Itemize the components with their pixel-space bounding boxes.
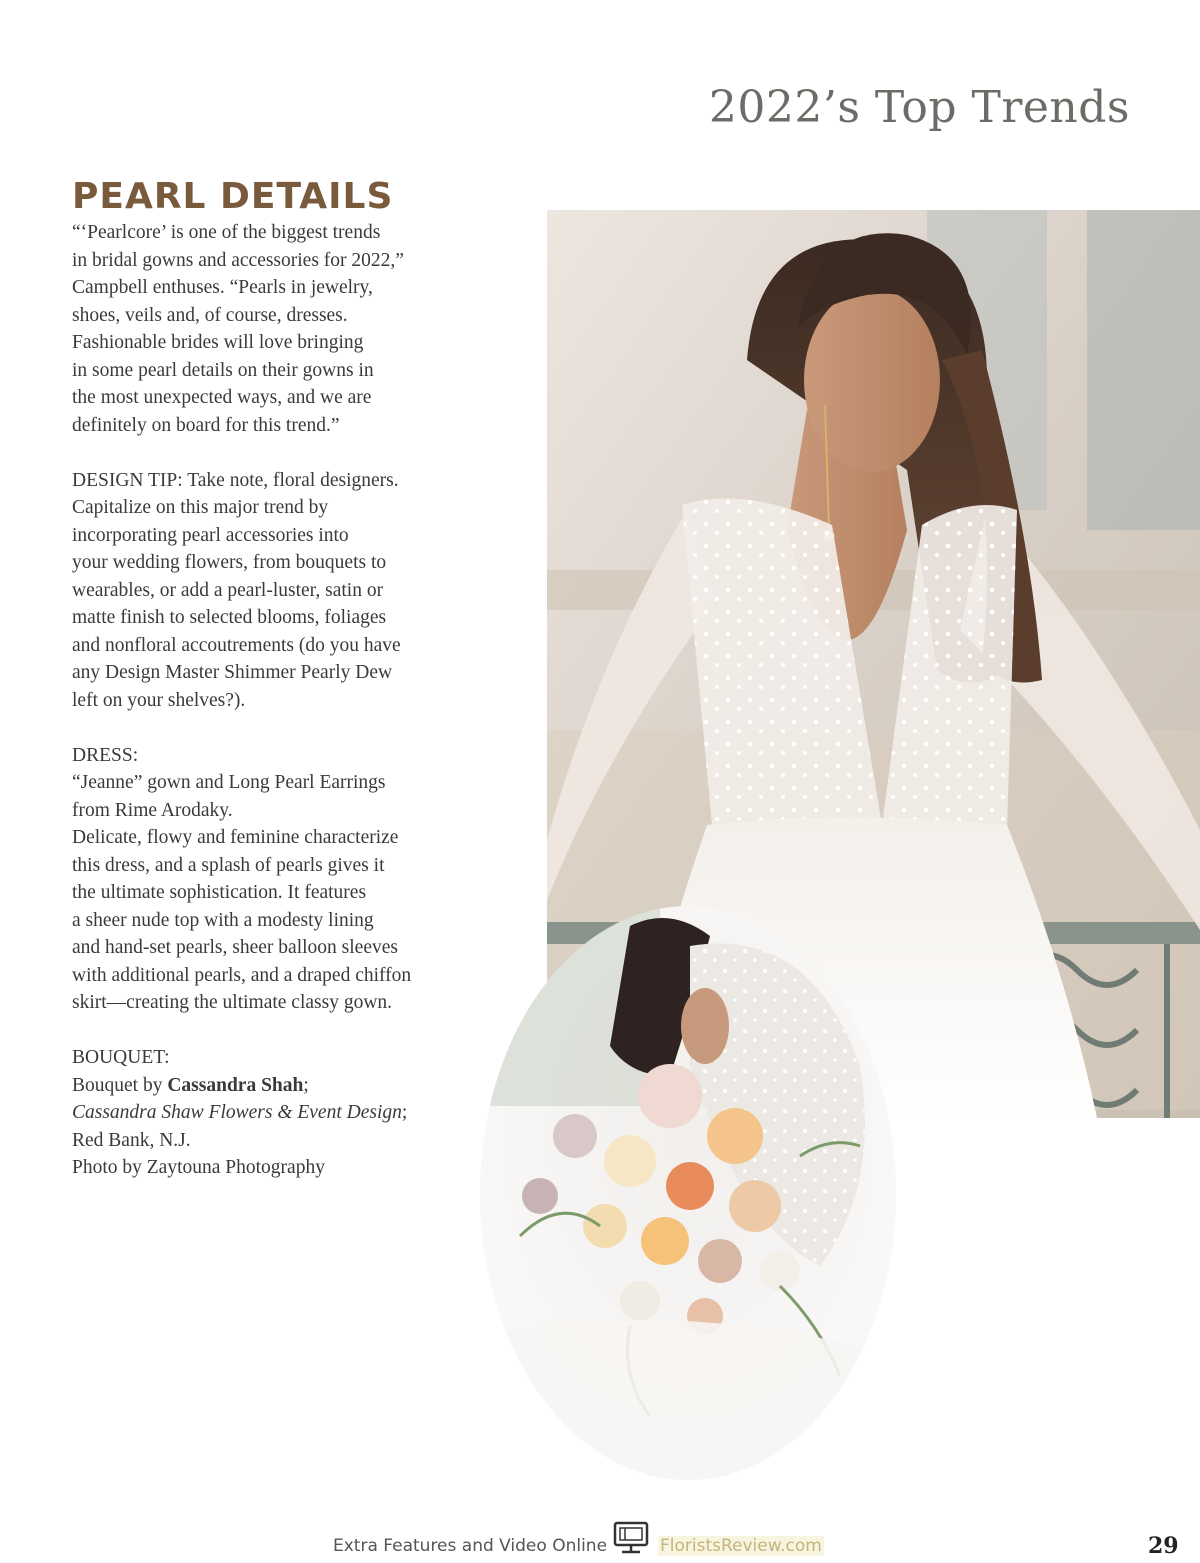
bouquet-photo-illustration (480, 906, 896, 1480)
dress-paragraph (72, 742, 472, 1017)
design-tip-paragraph (72, 467, 472, 715)
text-line: and hand-set pearls, sheer balloon sleeves (72, 937, 398, 958)
bouquet-paragraph (72, 1044, 472, 1182)
dress-label: DRESS: (72, 744, 139, 766)
text-line: Delicate, flowy and feminine characterize (72, 827, 399, 848)
text-line: definitely on board for this trend.” (72, 414, 340, 436)
text-line: incorporating pearl accessories into (72, 524, 349, 546)
text-line: this dress, and a splash of pearls gives it (72, 854, 385, 876)
punctuation: ; (401, 1102, 408, 1123)
bouquet-by-prefix: Bouquet by (72, 1074, 168, 1096)
website-link[interactable]: FloristsReview.com (660, 1536, 822, 1556)
text-line: Campbell enthuses. “Pearls in jewelry, (72, 277, 373, 298)
article-body (72, 219, 472, 1209)
text-line: from Rime Arodaky. (72, 799, 233, 821)
bouquet-oval-photo (480, 906, 896, 1480)
text-line: with additional pearls, and a draped chiffon (72, 964, 412, 986)
text-line: the ultimate sophistication. It features (72, 882, 367, 903)
text-line: a sheer nude top with a modesty lining (72, 909, 374, 931)
text-line: left on your shelves?). (72, 689, 246, 711)
page-number: 29 (1148, 1533, 1179, 1559)
bouquet-label: BOUQUET: (72, 1047, 170, 1068)
footer-text: Extra Features and Video Online (333, 1536, 608, 1556)
bouquet-company-line (72, 1099, 472, 1127)
page-footer (0, 1520, 1200, 1563)
photo-credit: Photo by Zaytouna Photography (72, 1157, 325, 1178)
text-line: matte finish to selected blooms, foliages (72, 607, 387, 628)
monitor-icon (612, 1520, 650, 1563)
text-line: wearables, or add a pearl-luster, satin or (72, 579, 384, 601)
text-line: “Jeanne” gown and Long Pearl Earrings (72, 772, 386, 793)
page-header-title: 2022’s Top Trends (708, 82, 1130, 133)
text-line: any Design Master Shimmer Pearly Dew (72, 662, 393, 683)
text-line: and nonfloral accoutrements (do you have (72, 634, 401, 656)
text-line: DESIGN TIP: Take note, floral designers. (72, 469, 399, 491)
text-line: Capitalize on this major trend by (72, 497, 329, 518)
text-line: skirt—creating the ultimate classy gown. (72, 992, 393, 1013)
punctuation: ; (303, 1074, 309, 1096)
text-line: shoes, veils and, of course, dresses. (72, 304, 348, 326)
bouquet-designer: Cassandra Shah (167, 1074, 304, 1096)
text-line: “‘Pearlcore’ is one of the biggest trends (72, 222, 381, 243)
text-line: the most unexpected ways, and we are (72, 387, 372, 408)
intro-paragraph (72, 219, 472, 439)
text-line: Fashionable brides will love bringing (72, 332, 364, 353)
section-heading: PEARL DETAILS (72, 176, 394, 217)
bouquet-designer-line (72, 1072, 472, 1100)
text-line: in bridal gowns and accessories for 2022,” (72, 249, 404, 271)
text-line: your wedding flowers, from bouquets to (72, 552, 387, 573)
bouquet-company: Cassandra Shaw Flowers & Event Design (72, 1102, 402, 1123)
bouquet-location: Red Bank, N.J. (72, 1129, 191, 1151)
text-line: in some pearl details on their gowns in (72, 359, 374, 381)
